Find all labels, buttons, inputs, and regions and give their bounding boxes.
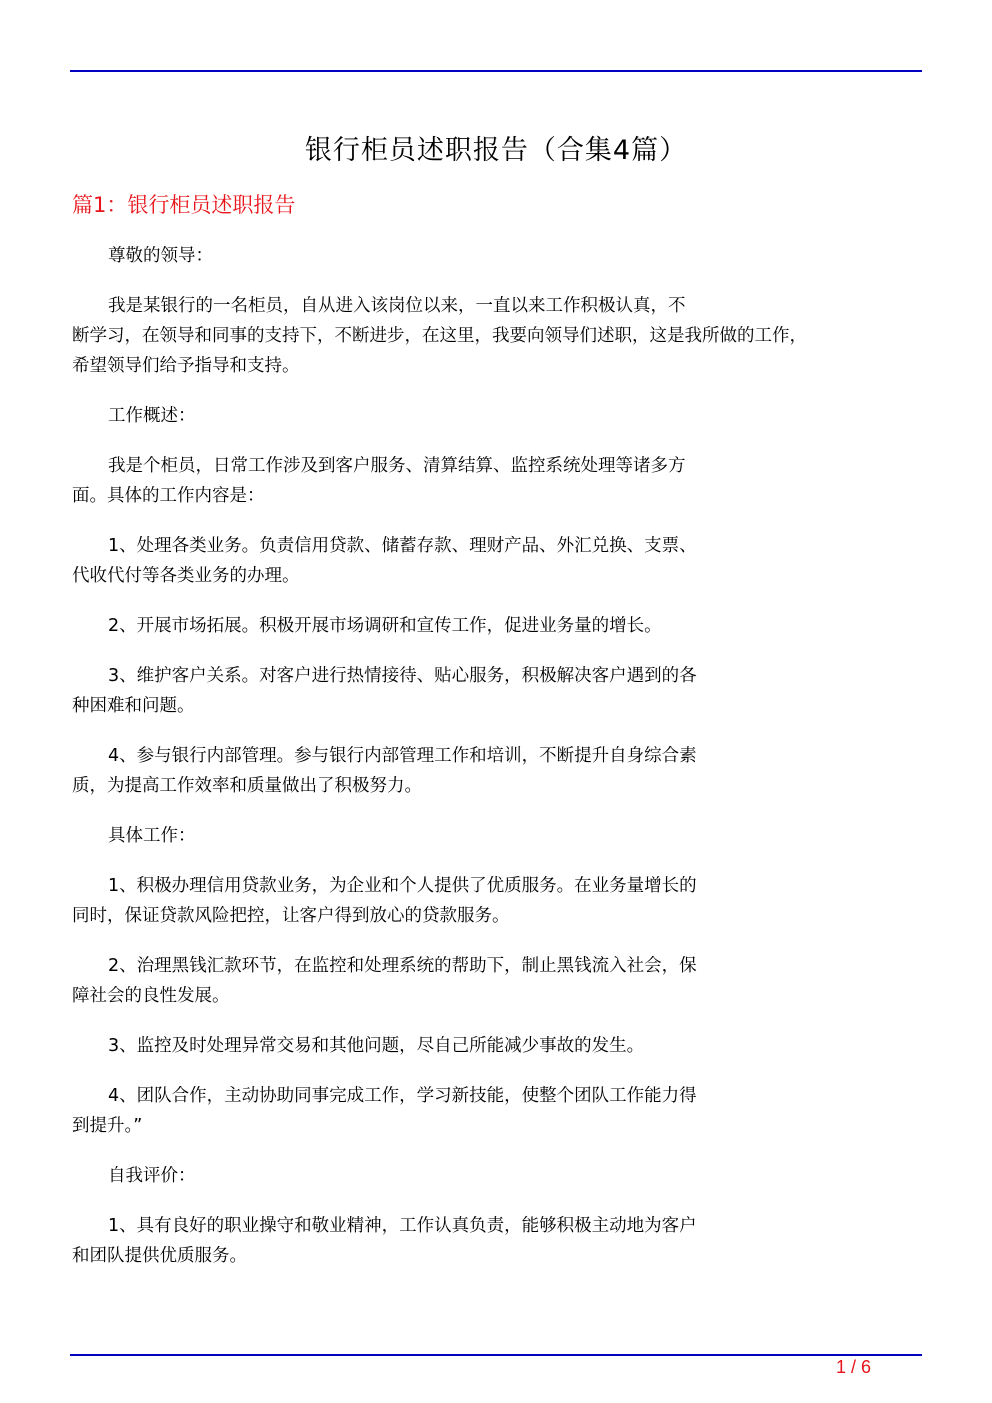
paragraph-line: 质，为提高工作效率和质量做出了积极努力。 xyxy=(72,776,422,796)
paragraph xyxy=(72,951,932,1011)
paragraph-line: 4、团队合作，主动协助同事完成工作，学习新技能，使整个团队工作能力得 xyxy=(108,1086,697,1106)
paragraph-line: 1、处理各类业务。负责信用贷款、储蓄存款、理财产品、外汇兑换、支票、 xyxy=(108,536,697,556)
paragraph-line: 断学习，在领导和同事的支持下，不断进步，在这里，我要向领导们述职，这是我所做的工作， xyxy=(72,326,807,346)
paragraph-line: 我是个柜员，日常工作涉及到客户服务、清算结算、监控系统处理等诸多方 xyxy=(108,456,686,476)
paragraph-line: 具体工作： xyxy=(108,826,196,846)
paragraph xyxy=(72,451,932,511)
paragraph-line: 1、积极办理信用贷款业务，为企业和个人提供了优质服务。在业务量增长的 xyxy=(108,876,697,896)
paragraph-line: 同时，保证贷款风险把控，让客户得到放心的贷款服务。 xyxy=(72,906,510,926)
paragraph-line: 1、具有良好的职业操守和敬业精神，工作认真负责，能够积极主动地为客户 xyxy=(108,1216,697,1236)
paragraph-line: 3、监控及时处理异常交易和其他问题，尽自己所能减少事故的发生。 xyxy=(108,1036,645,1056)
paragraph-line: 种困难和问题。 xyxy=(72,696,195,716)
paragraph-line: 自我评价： xyxy=(108,1166,196,1186)
paragraph xyxy=(72,611,932,641)
paragraph xyxy=(72,1211,932,1271)
paragraph-line: 2、治理黑钱汇款环节，在监控和处理系统的帮助下，制止黑钱流入社会，保 xyxy=(108,956,697,976)
paragraph xyxy=(72,821,932,851)
paragraph-line: 尊敬的领导： xyxy=(108,246,213,266)
paragraph-line: 工作概述： xyxy=(108,406,196,426)
paragraph-line: 和团队提供优质服务。 xyxy=(72,1246,247,1266)
paragraph xyxy=(72,401,932,431)
paragraph-line: 4、参与银行内部管理。参与银行内部管理工作和培训，不断提升自身综合素 xyxy=(108,746,697,766)
footer-rule xyxy=(70,1354,922,1356)
paragraph xyxy=(72,291,932,381)
paragraph-line: 3、维护客户关系。对客户进行热情接待、贴心服务，积极解决客户遇到的各 xyxy=(108,666,697,686)
paragraph-line: 面。具体的工作内容是： xyxy=(72,486,265,506)
header-rule xyxy=(70,70,922,72)
paragraph xyxy=(72,661,932,721)
paragraph xyxy=(72,741,932,801)
paragraph xyxy=(72,1031,932,1061)
document-title: 银行柜员述职报告（合集4篇） xyxy=(304,135,688,166)
paragraph xyxy=(72,1081,932,1141)
paragraph-line: 到提升。” xyxy=(72,1116,143,1136)
page-number: 1 / 6 xyxy=(836,1357,872,1377)
paragraph xyxy=(72,241,932,271)
paragraph-line: 2、开展市场拓展。积极开展市场调研和宣传工作，促进业务量的增长。 xyxy=(108,616,662,636)
paragraph xyxy=(72,871,932,931)
document-body xyxy=(72,241,932,1291)
paragraph-line: 障社会的良性发展。 xyxy=(72,986,230,1006)
paragraph xyxy=(72,531,932,591)
paragraph-line: 我是某银行的一名柜员，自从进入该岗位以来，一直以来工作积极认真，不 xyxy=(108,296,686,316)
paragraph xyxy=(72,1161,932,1191)
paragraph-line: 代收代付等各类业务的办理。 xyxy=(72,566,300,586)
paragraph-line: 希望领导们给予指导和支持。 xyxy=(72,356,300,376)
section-heading: 篇1：银行柜员述职报告 xyxy=(72,193,296,217)
